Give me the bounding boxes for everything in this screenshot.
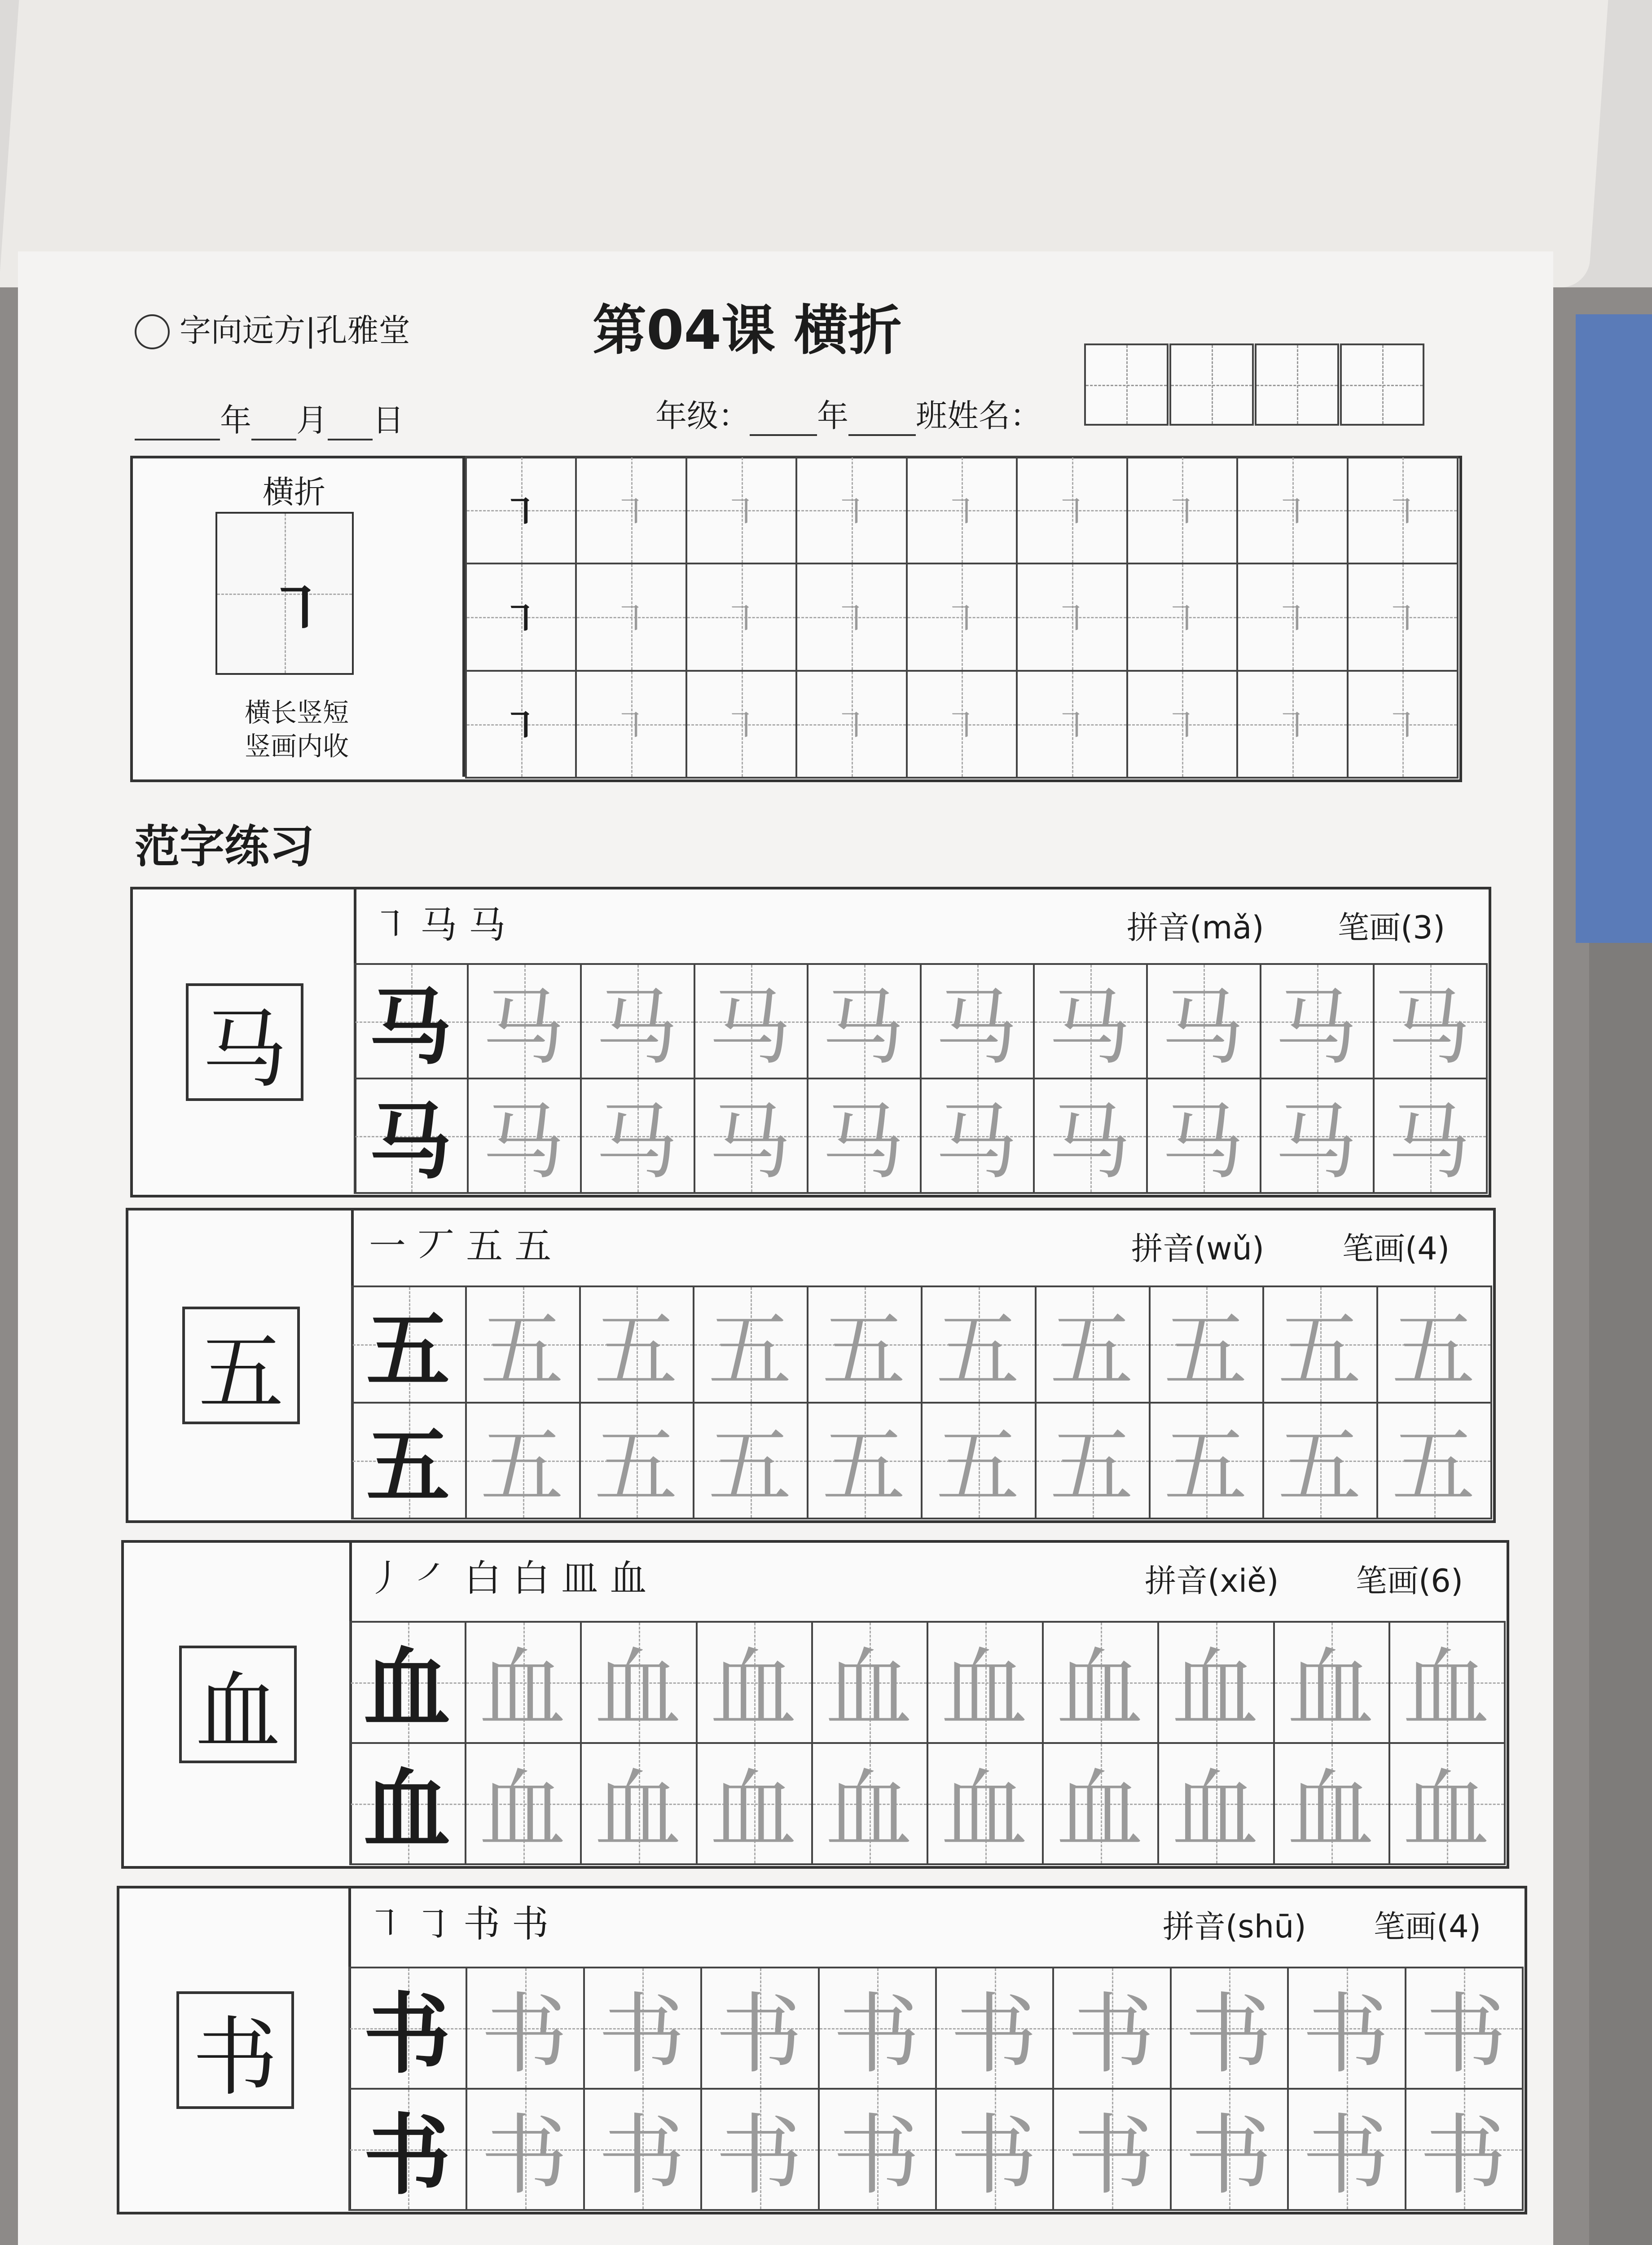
stroke-glyph: ㇕	[1384, 598, 1420, 640]
traced-character: 血	[1171, 1638, 1259, 1739]
stroke-glyph: ㇕	[612, 705, 649, 748]
traced-character: 马	[1388, 980, 1471, 1076]
pinyin-label: 拼音(xiě)	[1145, 1563, 1279, 1599]
diagram-stroke-glyph: ㇕	[267, 576, 325, 644]
traced-character: 血	[1056, 1638, 1143, 1739]
traced-character: 五	[822, 1301, 906, 1399]
traced-character: 马	[822, 1094, 905, 1190]
example-character: 五	[366, 1300, 450, 1399]
traced-character: 五	[1050, 1417, 1134, 1515]
example-character: 马	[369, 1093, 452, 1190]
traced-character: 书	[1419, 1984, 1507, 2085]
traced-character: 书	[1185, 2105, 1272, 2206]
traced-character: 书	[598, 1984, 685, 2085]
traced-character: 血	[1287, 1638, 1375, 1739]
stroke-glyph: ㇕	[833, 705, 869, 748]
traced-character: 书	[715, 1984, 803, 2085]
example-character: 书	[363, 2104, 451, 2206]
stroke-glyph: ㇕	[1053, 491, 1089, 533]
traced-character: 五	[480, 1301, 564, 1399]
grade-year-label: 年	[817, 397, 848, 434]
name-label: 姓名：	[947, 397, 1041, 434]
model-character: 五	[182, 1307, 300, 1424]
traced-character: 血	[1171, 1759, 1259, 1861]
section-title: 范字练习	[135, 820, 314, 873]
traced-character: 五	[1278, 1301, 1362, 1399]
class-label: 班	[916, 397, 947, 434]
stroke-glyph: ㇕	[1053, 598, 1089, 640]
traced-character: 书	[481, 1984, 568, 2085]
day-blank[interactable]	[328, 412, 373, 440]
stroke-glyph: ㇕	[943, 598, 979, 640]
traced-character: 书	[833, 2105, 920, 2206]
traced-character: 书	[950, 1984, 1037, 2085]
traced-character: 五	[594, 1301, 678, 1399]
previous-page	[0, 0, 1608, 287]
name-box[interactable]	[1255, 343, 1339, 426]
traced-character: 马	[595, 980, 678, 1076]
lesson-title: 第04课 横折	[593, 299, 902, 362]
pinyin-label: 拼音(wǔ)	[1131, 1230, 1265, 1267]
traced-character: 书	[1302, 1984, 1389, 2085]
stroke-order: 丿 ㇒ 白 白 皿 血	[367, 1557, 647, 1600]
brand-seal-icon	[135, 314, 170, 349]
stroke-title: 横折	[263, 474, 325, 511]
traced-character: 马	[482, 980, 565, 1076]
traced-character: 书	[950, 2105, 1037, 2206]
stroke-glyph: ㇕	[833, 491, 869, 533]
stroke-order: 一 丆 五 五	[369, 1225, 552, 1268]
stroke-glyph: ㇕	[502, 598, 538, 640]
traced-character: 马	[822, 980, 905, 1076]
traced-character: 五	[1164, 1417, 1248, 1515]
stroke-glyph: ㇕	[1384, 491, 1420, 533]
traced-character: 血	[825, 1638, 913, 1739]
traced-character: 书	[1185, 1984, 1272, 2085]
traced-character: 血	[710, 1759, 797, 1861]
traced-character: 五	[708, 1417, 792, 1515]
traced-character: 马	[1388, 1094, 1471, 1190]
stroke-glyph: ㇕	[722, 491, 759, 533]
example-character: 马	[369, 979, 452, 1076]
stroke-glyph: ㇕	[943, 705, 979, 748]
desk-surface	[1589, 943, 1652, 2245]
stroke-diagram	[215, 512, 354, 675]
traced-character: 书	[1068, 2105, 1155, 2206]
name-box[interactable]	[1084, 343, 1169, 426]
grade-label: 年级：	[655, 397, 750, 434]
stroke-count-label: 笔画(4)	[1342, 1230, 1450, 1267]
traced-character: 书	[481, 2105, 568, 2206]
traced-character: 血	[594, 1759, 681, 1861]
traced-character: 血	[1056, 1759, 1143, 1861]
name-box[interactable]	[1169, 343, 1254, 426]
stroke-tip-2: 竖画内收	[245, 731, 349, 762]
traced-character: 五	[708, 1301, 792, 1399]
desk-object	[1576, 314, 1652, 943]
traced-character: 五	[936, 1301, 1019, 1399]
date-line	[135, 395, 404, 440]
traced-character: 血	[479, 1638, 566, 1739]
traced-character: 五	[1050, 1301, 1134, 1399]
traced-character: 血	[710, 1638, 797, 1739]
stroke-tip-1: 横长竖短	[245, 697, 349, 728]
traced-character: 书	[715, 2105, 803, 2206]
stroke-order: ㇕ ㇆ 书 书	[366, 1903, 549, 1946]
traced-character: 书	[1302, 2105, 1389, 2206]
traced-character: 五	[594, 1417, 678, 1515]
traced-character: 马	[1274, 1094, 1358, 1190]
grade-line	[655, 391, 1041, 436]
pinyin-label: 拼音(mǎ)	[1127, 909, 1264, 946]
example-character: 血	[363, 1758, 451, 1861]
traced-character: 马	[1048, 1094, 1131, 1190]
stroke-count-label: 笔画(6)	[1356, 1563, 1463, 1599]
traced-character: 血	[1287, 1759, 1375, 1861]
stroke-glyph: ㇕	[612, 598, 649, 640]
month-label: 月	[296, 402, 328, 439]
stroke-order: ㇕ 马 马	[372, 904, 506, 946]
stroke-glyph: ㇕	[722, 705, 759, 748]
example-character: 血	[363, 1637, 451, 1739]
stroke-glyph: ㇕	[1273, 598, 1309, 640]
stroke-glyph: ㇕	[1053, 705, 1089, 748]
traced-character: 五	[1392, 1417, 1476, 1515]
traced-character: 马	[935, 1094, 1018, 1190]
model-character: 书	[176, 1991, 294, 2109]
traced-character: 五	[1164, 1301, 1248, 1399]
traced-character: 书	[1419, 2105, 1507, 2206]
stroke-glyph: ㇕	[1163, 491, 1199, 533]
example-character: 五	[366, 1417, 450, 1515]
traced-character: 马	[1048, 980, 1131, 1076]
traced-character: 血	[479, 1759, 566, 1861]
stroke-glyph: ㇕	[1273, 491, 1309, 533]
stroke-glyph: ㇕	[1384, 705, 1420, 748]
grade-blank[interactable]	[750, 407, 817, 436]
model-character: 马	[186, 983, 303, 1101]
example-character: 书	[363, 1983, 451, 2085]
day-label: 日	[373, 402, 404, 439]
stroke-glyph: ㇕	[833, 598, 869, 640]
traced-character: 马	[1274, 980, 1358, 1076]
traced-character: 血	[825, 1759, 913, 1861]
stroke-count-label: 笔画(3)	[1338, 909, 1446, 946]
stroke-glyph: ㇕	[1273, 705, 1309, 748]
traced-character: 书	[833, 1984, 920, 2085]
traced-character: 五	[480, 1417, 564, 1515]
traced-character: 五	[936, 1417, 1019, 1515]
traced-character: 五	[1278, 1417, 1362, 1515]
class-blank[interactable]	[848, 407, 916, 436]
traced-character: 马	[935, 980, 1018, 1076]
year-label: 年	[220, 402, 251, 439]
stroke-glyph: ㇕	[502, 705, 538, 748]
stroke-glyph: ㇕	[502, 491, 538, 533]
stroke-count-label: 笔画(4)	[1374, 1908, 1481, 1945]
traced-character: 马	[595, 1094, 678, 1190]
stroke-glyph: ㇕	[943, 491, 979, 533]
name-box[interactable]	[1340, 343, 1424, 426]
traced-character: 马	[482, 1094, 565, 1190]
traced-character: 血	[940, 1759, 1028, 1861]
pinyin-label: 拼音(shū)	[1163, 1908, 1306, 1945]
stroke-glyph: ㇕	[722, 598, 759, 640]
year-blank[interactable]	[135, 412, 220, 440]
traced-character: 五	[822, 1417, 906, 1515]
stroke-glyph: ㇕	[612, 491, 649, 533]
traced-character: 马	[708, 980, 791, 1076]
month-blank[interactable]	[251, 412, 296, 440]
stroke-glyph: ㇕	[1163, 705, 1199, 748]
traced-character: 马	[1161, 980, 1244, 1076]
traced-character: 血	[1402, 1638, 1490, 1739]
traced-character: 血	[940, 1638, 1028, 1739]
traced-character: 书	[1068, 1984, 1155, 2085]
traced-character: 马	[1161, 1094, 1244, 1190]
brand-logo: 字向远方|孔雅堂	[180, 312, 410, 349]
traced-character: 血	[594, 1638, 681, 1739]
traced-character: 书	[598, 2105, 685, 2206]
traced-character: 五	[1392, 1301, 1476, 1399]
traced-character: 血	[1402, 1759, 1490, 1861]
stroke-glyph: ㇕	[1163, 598, 1199, 640]
model-character: 血	[179, 1646, 297, 1763]
traced-character: 马	[708, 1094, 791, 1190]
